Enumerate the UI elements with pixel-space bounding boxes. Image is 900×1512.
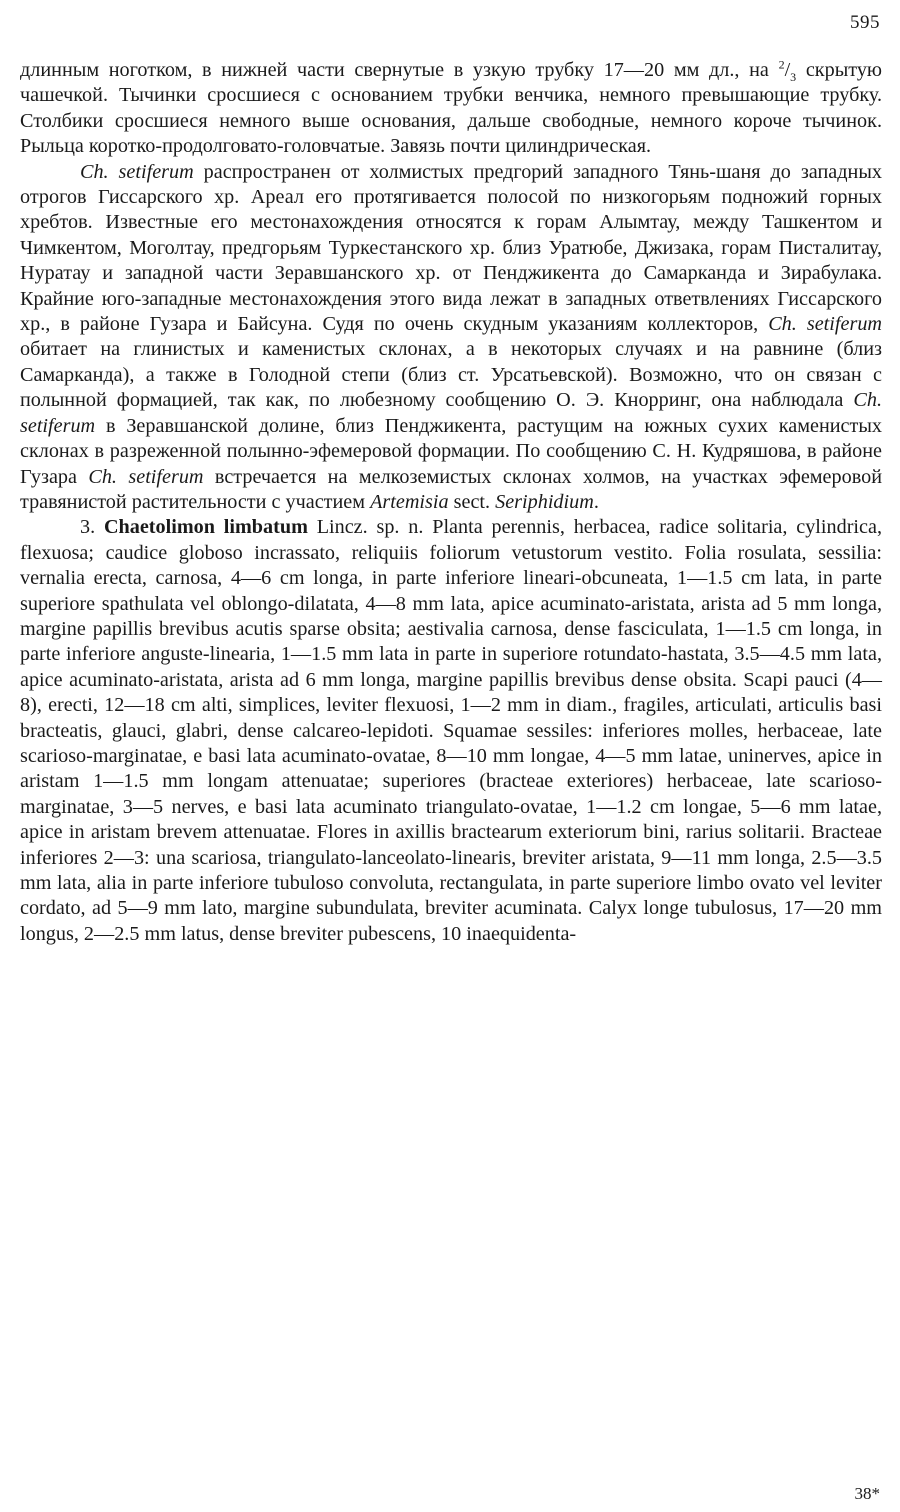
- taxon-name: Ch. setiferum: [80, 160, 194, 183]
- taxon-name: Ch. setiferum: [768, 313, 882, 336]
- paragraph-distribution: [20, 160, 882, 516]
- paragraph-1-text: длинным ноготком, в нижней части свернутые в узкую трубку 17—20 мм дл., на: [20, 59, 779, 81]
- species-number: 3.: [80, 516, 104, 539]
- fraction-numerator: 2: [778, 57, 785, 72]
- paragraph-2-part-5: sect.: [448, 490, 496, 513]
- paragraph-2-part-2: обитает на глинистых и каменистых склонах, а в некоторых случаях и на равнине (близ Самарканда), а также в Голодной степи (близ ст. Урсатьевской). Возможно, что он связан с полынной формацией, так как, по любезному сообщению О. Э. Кнорринг, она наблюдала: [20, 338, 882, 412]
- species-description-text: Lincz. sp. n. Planta perennis, herbacea, radice solitaria, cylindrica, flexuosa; caudice globoso incrassato, reliquiis foliorum vetustorum vestito. Folia rosulata, sessilia: vernalia erecta, carnosa, 4—6 cm longa, in parte inferiore lineari-obcuneata, 1—1.5 cm lata, in parte superiore spathulata vel oblongo-dilatata, 4—8 mm lata, apice acuminato-aristata, arista ad 5 mm longa, margine papillis brevibus acutis sparse obsita; aestivalia carnosa, dense fasciculata, 1—1.5 cm longa, in parte inferiore anguste-linearia, 1—1.5 mm lata in parte in superiore rotundato-hastata, 3.5—4.5 mm lata, apice acuminato-aristata, arista ad 6 mm longa, margine papillis brevibus dense obsita. Scapi pauci (4—8), erecti, 12—18 cm alti, simplices, leviter flexuosi, 1—2 mm in diam., fragiles, articulati, articulis basi bracteatis, glauci, glabri, dense calcareo-lepidoti. Squamae sessiles: inferiores molles, herbaceae, late scarioso-marginatae, e basi lata acuminato-ovatae, 8—10 mm longae, 4—5 mm latae, uninerves, apice in aristam 1—1.5 mm longam attenuatae; superiores (bracteae exteriores) herbaceae, late scarioso-marginatae, 3—5 nerves, e basi lata acuminato triangulato-ovatae, 1—1.2 cm longae, 5—6 mm latae, apice in aristam brevem attenuatae. Flores in axillis bractearum exteriorum bini, rarius solitarii. Bracteae inferiores 2—3: una scariosa, triangulato-lanceolato-linearis, breviter aristata, 9—11 mm longa, 2.5—3.5 mm lata, alia in parte inferiore tubuloso convoluta, rectangulata, in parte superiore limbo ovato vel leviter cordato, ad 5—9 mm lato, margine subundulata, breviter acuminata. Calyx longe tubulosus, 17—20 mm longus, 2—2.5 mm latus, dense breviter pubescens, 10 inaequidenta-: [20, 516, 882, 945]
- taxon-name: Artemisia: [370, 490, 449, 513]
- paragraph-2-part-3: в Зеравшанской долине, близ Пенджикента, растущим на южных сухих каменистых склонах в разреженной полынно-эфемеровой формации. По сообщению С. Н. Кудряшова, в районе Гузара: [20, 414, 882, 488]
- paragraph-species-description: [20, 515, 882, 947]
- paragraph-2-part-6: .: [593, 490, 599, 513]
- taxon-name: Ch. setiferum: [20, 389, 882, 437]
- page-number: 595: [850, 12, 880, 33]
- body-text: [20, 58, 882, 947]
- paragraph-2-part-4: встречается на мелкоземистых склонах холмов, на участках эфемеровой травянистой растительности с участием: [20, 465, 882, 513]
- signature-mark: 38*: [854, 1484, 880, 1503]
- species-name: Chaetolimon limbatum: [103, 516, 308, 539]
- paragraph-2-part-1: распространен от холмистых предгорий западного Тянь-шаня до западных отрогов Гиссарского хр. Ареал его протягивается полосой по низкогорьям подножий горных хребтов. Известные его местонахождения относятся к горам Алымтау, между Ташкентом и Чимкентом, Моголтау, предгорьям Туркестанского хр. близ Уратюбе, Джизака, горам Писталитау, Нуратау и западной части Зеравшанского хр. от Пенджикента до Самарканда и Зирабулака. Крайние юго-западные местонахождения этого вида лежат в западных ответвлениях Гиссарского хр., в районе Гузара и Байсуна. Судя по очень скудным указаниям коллекторов,: [20, 160, 882, 336]
- fraction-denominator: 3: [790, 70, 797, 85]
- taxon-name: Seriphidium: [495, 490, 594, 513]
- paragraph-1-text-after: скрытую чашечкой. Тычинки сросшиеся с основанием трубки венчика, немного превышающие трубку. Столбики сросшиеся немного выше основания, дальше свободные, немного короче тычинок. Рыльца коротко-продолговато-головчатые. Завязь почти цилиндрическая.: [20, 59, 882, 158]
- taxon-name: Ch. setiferum: [88, 465, 204, 488]
- paragraph-continuation: длинным ноготком, в нижней части свернутые в узкую трубку 17—20 мм дл., на $^2/_3$ скрытую чашечкой. Тычинки сросшиеся с основанием трубки венчика, немного превышающие трубку. Столбики сросшиеся немного выше основания, дальше свободные, немного короче тычинок. Рыльца коротко-продолговато-головчатые. Завязь почти цилиндрическая.: [20, 57, 882, 158]
